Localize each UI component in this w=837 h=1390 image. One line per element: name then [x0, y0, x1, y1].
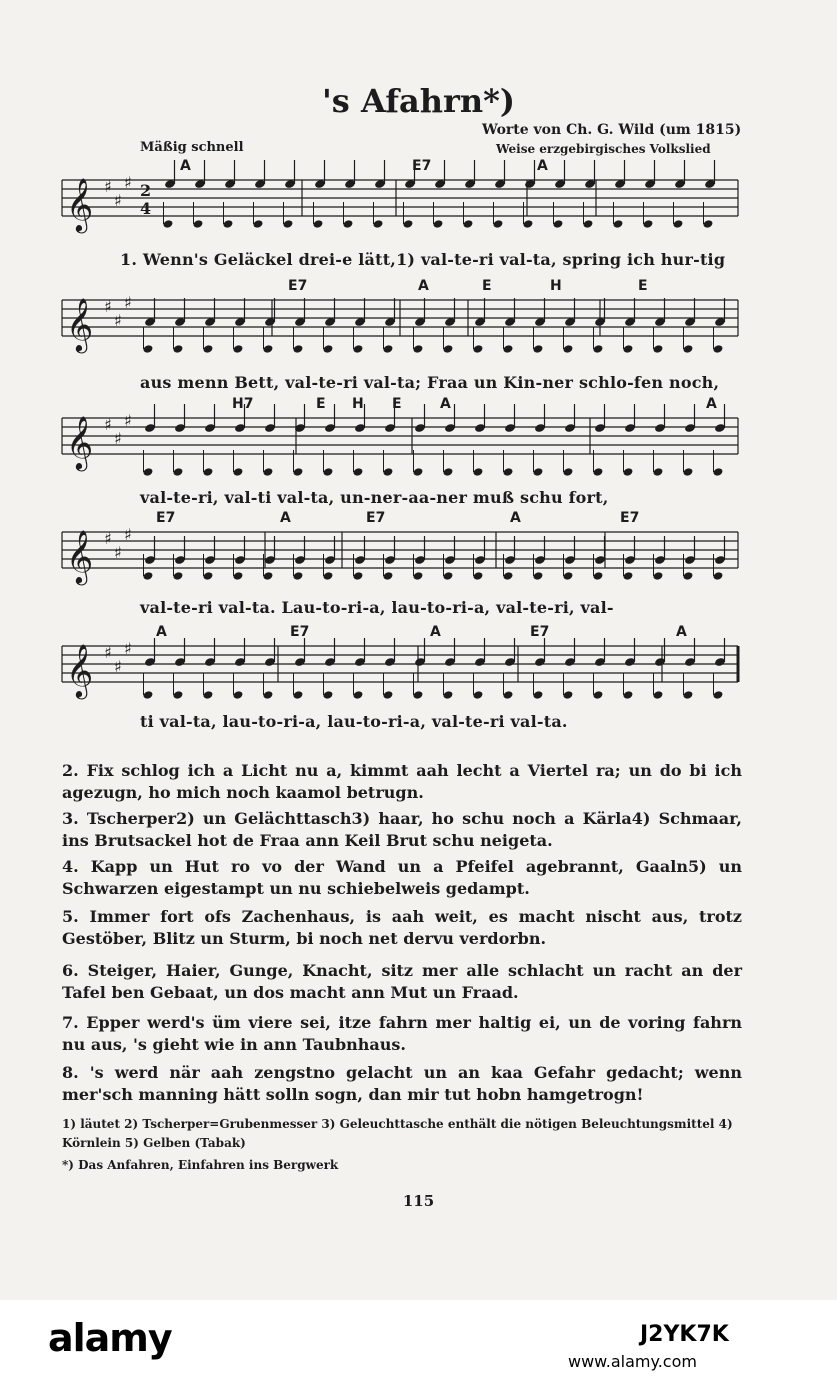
chord-symbol: E7: [290, 624, 310, 640]
svg-text:♯: ♯: [114, 657, 122, 676]
footnotes: 1) läutet 2) Tscherper=Grubenmesser 3) Geleuchttasche enthält die nötigen Beleuchtungsmittel 4) Körnlein 5) Gelben (Tabak): [62, 1117, 733, 1150]
chord-symbol: H: [352, 396, 364, 412]
svg-text:♯: ♯: [104, 529, 112, 548]
svg-text:♯: ♯: [124, 525, 132, 544]
svg-text:♯: ♯: [104, 643, 112, 662]
chord-symbol: A: [418, 278, 429, 294]
svg-text:4: 4: [140, 199, 152, 218]
tempo-marking: Mäßig schnell: [140, 140, 244, 155]
chord-symbol: A: [676, 624, 687, 640]
lyric-line-2: aus menn Bett, val-te-ri val-ta; Fraa un Kin-ner schlo-fen noch,: [140, 373, 720, 392]
lyric-line-5: ti val-ta, lau-to-ri-a, lau-to-ri-a, val-te-ri val-ta.: [140, 712, 568, 731]
verse-5: 5. Immer fort ofs Zachenhaus, is aah weit, es macht nischt aus, trotz Gestöber, Blitz un Sturm, bi noch net dervu verdorbn.: [62, 907, 742, 948]
chord-symbol: E: [316, 396, 326, 412]
svg-text:♯: ♯: [114, 311, 122, 330]
chord-symbol: E7: [156, 510, 176, 526]
svg-text:𝄞: 𝄞: [66, 643, 94, 697]
svg-text:♯: ♯: [104, 415, 112, 434]
chord-symbol: A: [280, 510, 291, 526]
verse-7: 7. Epper werd's üm viere sei, itze fahrn mer haltig ei, un de voring fahrn nu aus, 's gieht wie in ann Taubnhaus.: [62, 1013, 742, 1054]
svg-text:♯: ♯: [124, 639, 132, 658]
watermark-code: J2YK7K: [640, 1322, 729, 1347]
verse-8: 8. 's werd när aah zengstno gelacht un an kaa Gefahr gedacht; wenn mer'sch manning hätt solln sogn, dan mir tut hobn hamgetrogn!: [62, 1063, 742, 1104]
chord-symbol: A: [537, 158, 548, 174]
lyricist-credit: Worte von Ch. G. Wild (um 1815): [482, 122, 742, 138]
chord-symbol: A: [430, 624, 441, 640]
chord-symbol: E: [638, 278, 648, 294]
chord-symbol: E7: [620, 510, 640, 526]
verse-2: 2. Fix schlog ich a Licht nu a, kimmt aah lecht a Viertel ra; un do bi ich agezugn, ho mich noch kaamol betrugn.: [62, 761, 742, 802]
lyric-line-3: val-te-ri, val-ti val-ta, un-ner-aa-ner muß schu fort,: [140, 488, 609, 507]
svg-text:♯: ♯: [104, 297, 112, 316]
svg-text:♯: ♯: [104, 177, 112, 196]
svg-text:♯: ♯: [114, 429, 122, 448]
watermark-brand: alamy: [48, 1316, 172, 1360]
chord-symbol: A: [180, 158, 191, 174]
chord-symbol: H: [550, 278, 562, 294]
chord-symbol: A: [440, 396, 451, 412]
svg-text:𝄞: 𝄞: [66, 529, 94, 583]
chord-symbol: A: [706, 396, 717, 412]
chord-symbol: H7: [232, 396, 254, 412]
chord-symbol: E7: [288, 278, 308, 294]
song-title: 's Afahrn*): [322, 82, 515, 120]
svg-text:𝄞: 𝄞: [66, 415, 94, 469]
svg-text:♯: ♯: [124, 173, 132, 192]
verse-6: 6. Steiger, Haier, Gunge, Knacht, sitz mer alle schlacht un racht an der Tafel ben Gebaat, un dos macht ann Mut un Fraad.: [62, 961, 742, 1002]
svg-text:𝄞: 𝄞: [66, 177, 94, 231]
svg-text:♯: ♯: [124, 411, 132, 430]
chord-symbol: E: [482, 278, 492, 294]
chord-symbol: A: [156, 624, 167, 640]
page-number: 115: [402, 1192, 435, 1210]
svg-text:♯: ♯: [124, 293, 132, 312]
svg-text:𝄞: 𝄞: [66, 297, 94, 351]
melody-credit: Weise erzgebirgisches Volkslied: [496, 142, 711, 156]
watermark-url: www.alamy.com: [568, 1352, 697, 1371]
lyric-line-1: 1. Wenn's Geläckel drei-e lätt,1) val-te-ri val-ta, spring ich hur-tig: [120, 250, 726, 269]
chord-symbol: A: [510, 510, 521, 526]
svg-text:♯: ♯: [114, 191, 122, 210]
chord-symbol: E7: [366, 510, 386, 526]
verse-4: 4. Kapp un Hut ro vo der Wand un a Pfeifel agebrannt, Gaaln5) un Schwarzen eigestampt un nu schiebelweis gedampt.: [62, 857, 742, 898]
svg-text:2: 2: [140, 181, 152, 200]
svg-text:♯: ♯: [114, 543, 122, 562]
verse-3: 3. Tscherper2) un Gelächttasch3) haar, ho schu noch a Kärla4) Schmaar, ins Brutsackel hot de Fraa ann Keil Brut schu neigeta.: [62, 809, 742, 850]
chord-symbol: E: [392, 396, 402, 412]
chord-symbol: E7: [412, 158, 432, 174]
star-footnote: *) Das Anfahren, Einfahren ins Bergwerk: [62, 1158, 339, 1172]
chord-symbol: E7: [530, 624, 550, 640]
lyric-line-4: val-te-ri val-ta. Lau-to-ri-a, lau-to-ri-a, val-te-ri, val-: [140, 598, 614, 617]
